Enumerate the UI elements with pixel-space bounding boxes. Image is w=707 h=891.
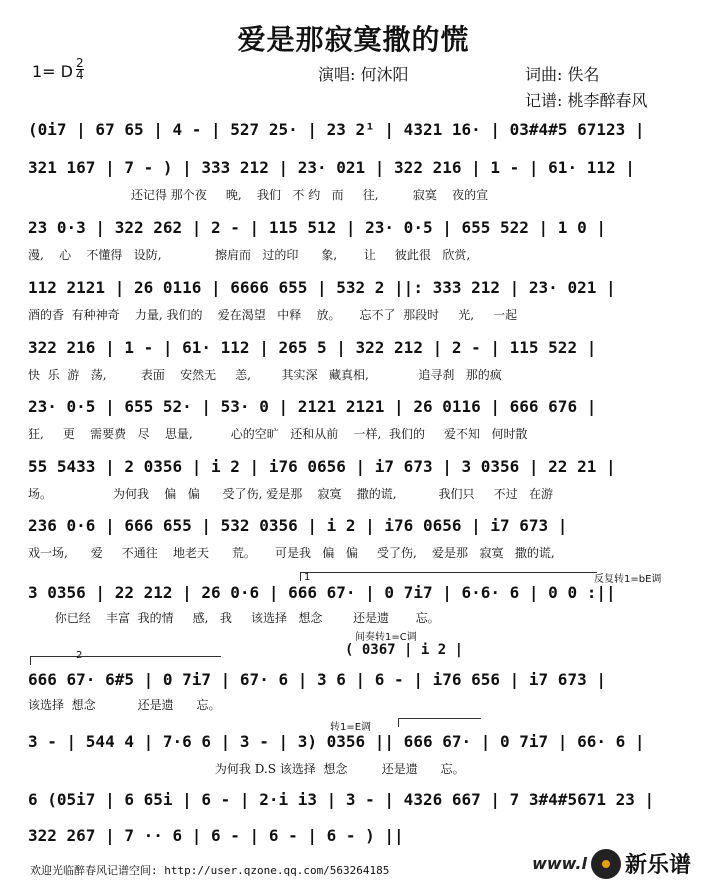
notation-line: 6 (05i7 | 6 65i | 6 - | 2·i i3 | 3 - | 4326 667 | 7 3#4#5671 23 |: [28, 790, 655, 809]
time-sig-bottom: 4: [76, 68, 84, 82]
time-sig-top: 2: [76, 56, 84, 70]
notation-line: 112 2121 | 26 0116 | 6666 655 | 532 2 ||: 333 212 | 23· 021 |: [28, 278, 616, 297]
interlude-notes: ( 0367 | i 2 |: [345, 642, 464, 658]
singer-credit: 演唱: 何沐阳: [318, 65, 409, 84]
lyrics-line: 酒的香 有种神奇 力量, 我们的 爱在渴望 中释 放。 忘不了 那段时 光, 一起: [28, 308, 518, 322]
lyrics-line: 为何我 D.S 该选择 想念 还是遗 忘。: [28, 762, 465, 776]
notation-line: 55 5433 | 2 0356 | i 2 | i76 0656 | i7 673 | 3 0356 | 22 21 |: [28, 457, 616, 476]
time-signature: [76, 58, 84, 81]
notation-line: 321 167 | 7 - ) | 333 212 | 23· 021 | 322 216 | 1 - | 61· 112 |: [28, 158, 635, 177]
lyrics-line: 狂, 更 需要费 尽 思量, 心的空旷 还和从前 一样, 我们的 爱不知 何时散: [28, 427, 528, 441]
footer-credit: 欢迎光临醉春风记谱空间: http://user.qzone.qq.com/563264185: [30, 864, 390, 877]
interlude-modulation-note: 间奏转1=C调: [355, 632, 417, 643]
lyrics-line: 你已经 丰富 我的情 感, 我 该选择 想念 还是遗 忘。: [28, 611, 440, 625]
notation-line: 23· 0·5 | 655 52· | 53· 0 | 2121 2121 | 26 0116 | 666 676 |: [28, 397, 597, 416]
notation-line: 3 0356 | 22 212 | 26 0·6 | 666 67· | 0 7i7 | 6·6· 6 | 0 0 :||: [28, 583, 616, 602]
logo-text: 新乐谱: [624, 853, 691, 878]
notation-line: 666 67· 6#5 | 0 7i7 | 67· 6 | 3 6 | 6 - | i76 656 | i7 673 |: [28, 670, 606, 689]
notation-line: 322 267 | 7 ·· 6 | 6 - | 6 - | 6 - ) ||: [28, 826, 404, 845]
lyrics-line: 快 乐 游 荡, 表面 安然无 恙, 其实深 藏真相, 追寻刹 那的疯: [28, 368, 502, 382]
logo-prefix: www.l: [532, 854, 587, 873]
notation-line: 236 0·6 | 666 655 | 532 0356 | i 2 | i76 0656 | i7 673 |: [28, 516, 568, 535]
song-title: 爱是那寂寞撒的慌: [237, 23, 470, 56]
repeat-modulation-note: 反复转1=bE调: [594, 574, 662, 585]
lyrics-line: 漫, 心 不懂得 设防, 擦肩而 过的印 象, 让 彼此很 欣赏,: [28, 248, 471, 262]
modulation-e-note: 转1=E调: [330, 722, 372, 733]
lyrics-line: 场。 为何我 偏 偏 受了伤, 爱是那 寂寞 撒的谎, 我们只 不过 在游: [28, 487, 554, 501]
second-ending-number: 2: [76, 650, 83, 661]
second-ending-bracket: [30, 656, 221, 665]
first-ending-bracket: [300, 572, 597, 581]
site-logo: [532, 848, 691, 879]
transcriber-credit: 记谱: 桃李醉春风: [525, 91, 648, 110]
lyrics-line: 该选择 想念 还是遗 忘。: [28, 698, 221, 712]
lyrics-line: 还记得 那个夜 晚, 我们 不 约 而 往, 寂寞 夜的宣: [28, 188, 489, 202]
first-ending-number: 1: [304, 572, 311, 583]
record-disc-icon: [591, 849, 621, 879]
closing-bracket: [398, 718, 481, 727]
key-signature: 1= D: [32, 62, 73, 81]
notation-line: (0i7 | 67 65 | 4 - | 527 25· | 23 2¹ | 4321 16· | 03#4#5 67123 |: [28, 120, 645, 139]
lyrics-line: 戏一场, 爱 不通往 地老天 荒。 可是我 偏 偏 受了伤, 爱是那 寂寞 撒的谎,: [28, 546, 555, 560]
notation-line: 3 - | 544 4 | 7·6 6 | 3 - | 3) 0356 || 666 67· | 0 7i7 | 66· 6 |: [28, 732, 645, 751]
notation-line: 23 0·3 | 322 262 | 2 - | 115 512 | 23· 0·5 | 655 522 | 1 0 |: [28, 218, 606, 237]
notation-line: 322 216 | 1 - | 61· 112 | 265 5 | 322 212 | 2 - | 115 522 |: [28, 338, 597, 357]
lyricist-credit: 词曲: 佚名: [525, 65, 600, 84]
